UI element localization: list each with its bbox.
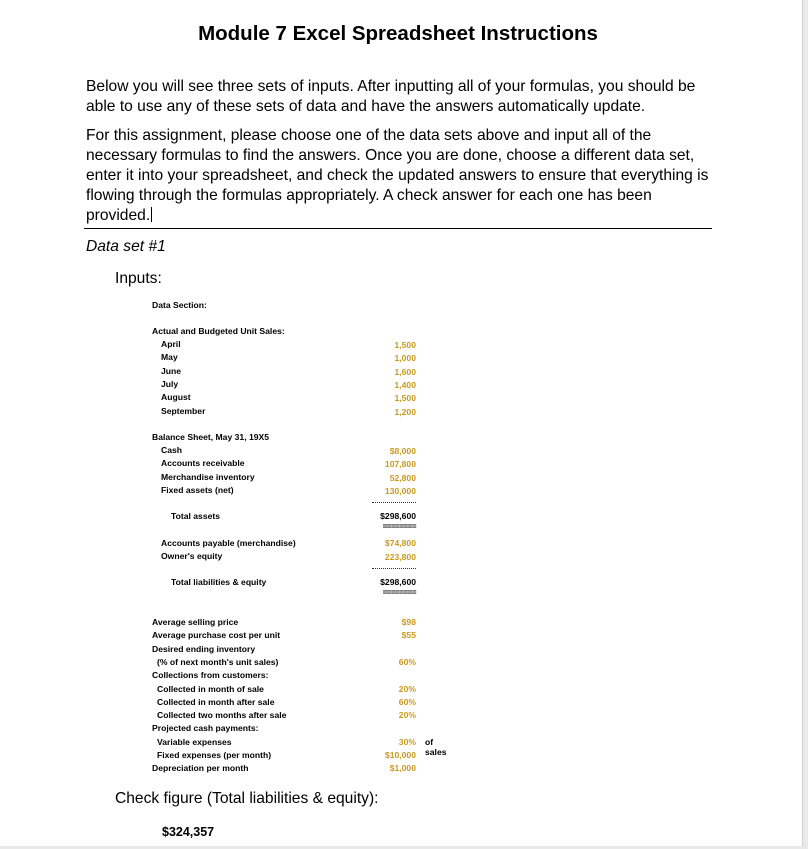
avg-price-value: $98 [401, 617, 416, 627]
desired-inventory-label: Desired ending inventory [152, 644, 256, 654]
desired-inventory-value: 60% [398, 657, 416, 667]
depreciation-label: Depreciation per month [152, 763, 249, 773]
variable-expenses-label: Variable expenses [157, 737, 232, 747]
avg-cost-label: Average purchase cost per unit [152, 630, 281, 640]
subtotal-rule [372, 502, 416, 503]
data-section-label: Data Section: [152, 300, 207, 310]
sales-value: 1,000 [394, 353, 416, 363]
check-figure-value: $324,357 [162, 825, 215, 839]
check-figure-label: Check figure (Total liabilities & equity): [115, 790, 379, 807]
avg-price-label: Average selling price [152, 617, 239, 627]
total-le-label: Total liabilities & equity [171, 577, 267, 587]
sales-value: 1,400 [394, 380, 416, 390]
asset-value: 130,000 [384, 486, 416, 496]
divider-line [84, 228, 712, 229]
sales-month-label: May [161, 352, 178, 362]
payments-label: Projected cash payments: [152, 723, 259, 733]
asset-label: Fixed assets (net) [161, 485, 234, 495]
fixed-expenses-label: Fixed expenses (per month) [157, 750, 272, 760]
asset-value: 107,800 [384, 459, 416, 469]
inputs-label: Inputs: [115, 270, 162, 287]
instructions-paragraph[interactable] [86, 126, 716, 226]
sales-month-label: September [161, 406, 206, 416]
total-le-value: $298,600 [380, 577, 416, 587]
liability-value: 223,800 [384, 552, 416, 562]
text-cursor [151, 207, 152, 222]
instructions-text: For this assignment, please choose one of the data sets above and input all of the necessary formulas to find the answers. Once you are done, choose a different data set, enter it into your spreadsheet, and check the updated answers to ensure that everything is flowing through the formulas appropriately. A check answer for each one has been provided. [86, 127, 709, 224]
variable-expenses-note: of sales [425, 737, 447, 757]
fixed-expenses-value: $10,000 [384, 750, 416, 760]
collected-month-value: 20% [398, 684, 416, 694]
avg-cost-value: $55 [401, 630, 416, 640]
double-rule: ======== [382, 588, 416, 597]
sales-month-label: June [161, 366, 182, 376]
variable-expenses-value: 30% [398, 737, 416, 747]
desired-inventory-sublabel: (% of next month's unit sales) [157, 657, 279, 667]
collected-month-label: Collected in month of sale [157, 684, 264, 694]
asset-label: Accounts receivable [161, 458, 245, 468]
collected-two-value: 20% [398, 710, 416, 720]
sales-value: 1,200 [394, 407, 416, 417]
liability-label: Owner's equity [161, 551, 223, 561]
asset-value: 52,800 [389, 473, 416, 483]
sales-month-label: April [161, 339, 181, 349]
subtotal-rule [372, 568, 416, 569]
dataset-label: Data set #1 [86, 238, 166, 255]
liability-value: $74,800 [384, 538, 416, 548]
asset-label: Merchandise inventory [161, 472, 255, 482]
double-rule: ======== [382, 522, 416, 531]
collections-label: Collections from customers: [152, 670, 269, 680]
collected-two-label: Collected two months after sale [157, 710, 287, 720]
intro-paragraph[interactable]: Below you will see three sets of inputs. After inputting all of your formulas, you should be able to use any of these sets of data and have the answers automatically update. [86, 78, 696, 115]
scrollbar[interactable] [802, 0, 808, 849]
page-title: Module 7 Excel Spreadsheet Instructions [198, 22, 598, 45]
sales-value: 1,500 [394, 340, 416, 350]
depreciation-value: $1,000 [389, 763, 416, 773]
liability-label: Accounts payable (merchandise) [161, 538, 296, 548]
sales-value: 1,600 [394, 367, 416, 377]
sales-value: 1,500 [394, 393, 416, 403]
collected-after-label: Collected in month after sale [157, 697, 275, 707]
balance-sheet-header: Balance Sheet, May 31, 19X5 [152, 432, 270, 442]
total-assets-value: $298,600 [380, 511, 416, 521]
asset-label: Cash [161, 445, 183, 455]
asset-value: $8,000 [389, 446, 416, 456]
sales-header: Actual and Budgeted Unit Sales: [152, 326, 285, 336]
sales-month-label: August [161, 392, 191, 402]
sales-month-label: July [161, 379, 179, 389]
collected-after-value: 60% [398, 697, 416, 707]
total-assets-label: Total assets [171, 511, 221, 521]
